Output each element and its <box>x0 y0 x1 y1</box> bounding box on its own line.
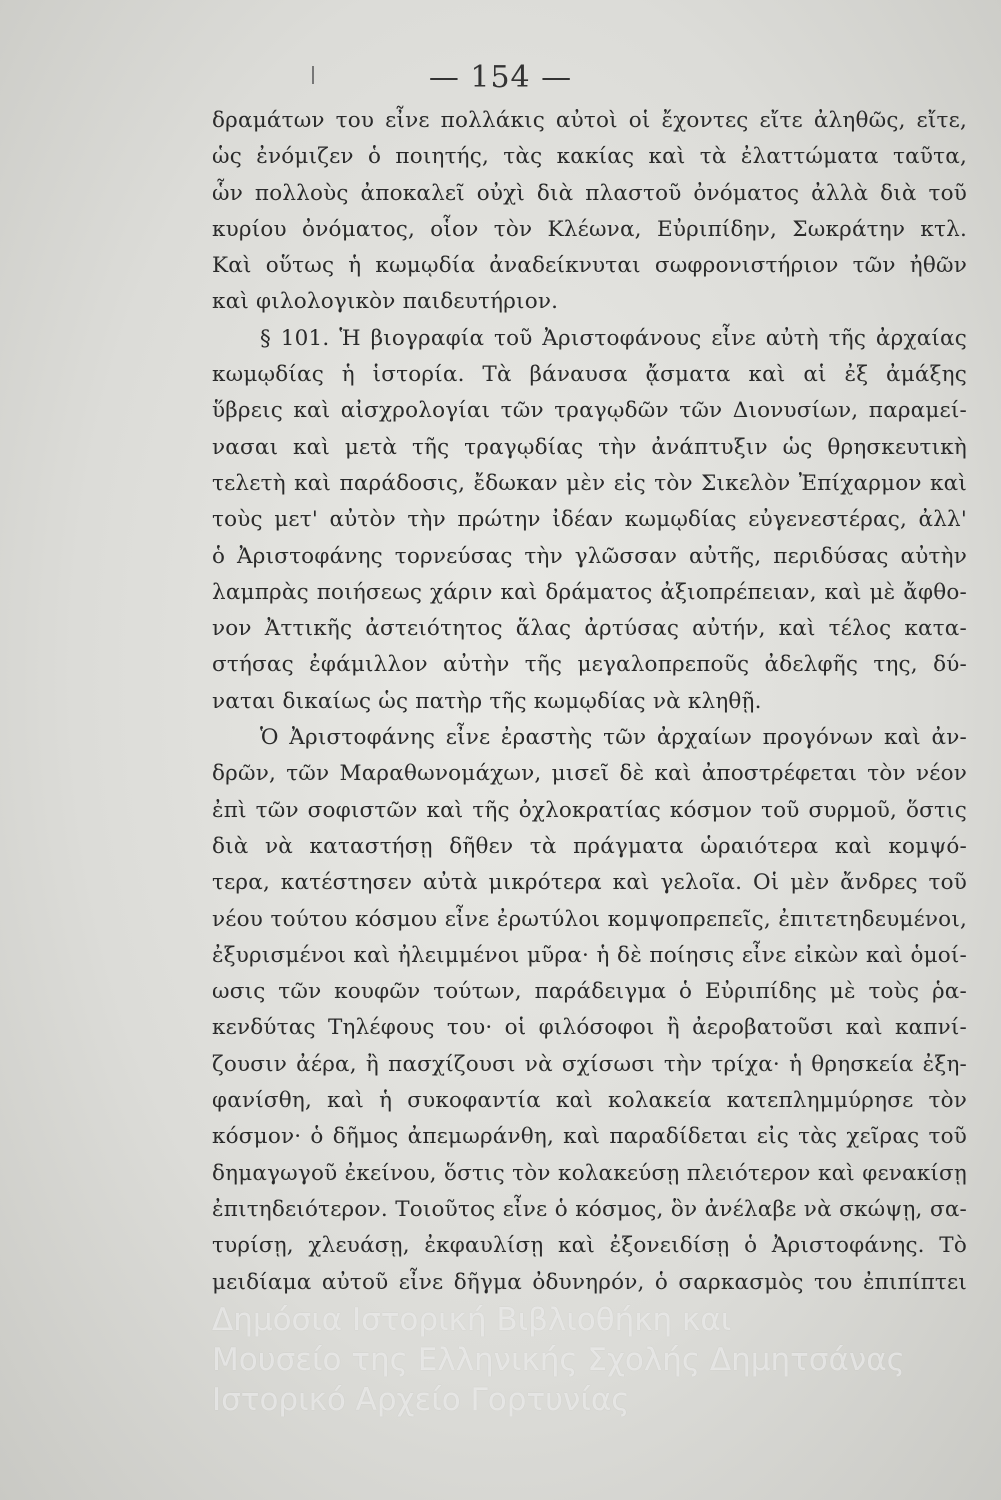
text-line: μειδίαμα αὐτοῦ εἶνε δῆγμα ὀδυνηρόν, ὁ σαρκασμὸς του ἐπιπίπτει <box>212 1269 967 1295</box>
body-text <box>212 103 967 1301</box>
text-line: ἐξυρισμένοι καὶ ἠλειμμένοι μῦρα· ἡ δὲ ποίησις εἶνε εἰκὼν καὶ ὁμοί- <box>212 942 967 968</box>
text-line: νον Ἀττικῆς ἀστειότητος ἅλας ἀρτύσας αὐτήν, καὶ τέλος κατα- <box>212 616 967 642</box>
text-line: ὕβρεις καὶ αἰσχρολογίαι τῶν τραγῳδῶν τῶν Διονυσίων, παραμεί- <box>212 398 967 424</box>
text-line: τελετὴ καὶ παράδοσις, ἔδωκαν μὲν εἰς τὸν Σικελὸν Ἐπίχαρμον καὶ <box>212 470 967 496</box>
page-number-header: — 154 — <box>428 60 573 95</box>
text-line: ἐπιτηδειότερον. Τοιοῦτος εἶνε ὁ κόσμος, ὃν ἀνέλαβε νὰ σκώψῃ, σα- <box>212 1196 967 1222</box>
text-line: τερα, κατέστησεν αὐτὰ μικρότερα καὶ γελοῖα. Οἱ μὲν ἄνδρες τοῦ <box>212 870 967 896</box>
text-line: ἐπὶ τῶν σοφιστῶν καὶ τῆς ὀχλοκρατίας κόσμον τοῦ συρμοῦ, ὅστις <box>212 797 967 823</box>
text-line: τυρίσῃ, χλευάσῃ, ἐκφαυλίσῃ καὶ ἐξονειδίσῃ ὁ Ἀριστοφάνης. Τὸ <box>212 1233 967 1259</box>
text-line: κόσμον· ὁ δῆμος ἀπεμωράνθη, καὶ παραδίδεται εἰς τὰς χεῖρας τοῦ <box>212 1124 967 1150</box>
text-line: ζουσιν ἀέρα, ἢ πασχίζουσι νὰ σχίσωσι τὴν τρίχα· ἡ θρησκεία ἐξη- <box>212 1051 967 1077</box>
text-line: διὰ νὰ καταστήσῃ δῆθεν τὰ πράγματα ὡραιότερα καὶ κομψό- <box>212 833 967 859</box>
text-line: κενδύτας Τηλέφους του· οἱ φιλόσοφοι ἢ ἀεροβατοῦσι καὶ καπνί- <box>212 1015 967 1041</box>
text-line: νασαι καὶ μετὰ τῆς τραγῳδίας τὴν ἀνάπτυξιν ὡς θρησκευτικὴ <box>212 434 967 460</box>
text-line: δραμάτων του εἶνε πολλάκις αὐτοὶ οἱ ἔχοντες εἴτε ἀληθῶς, εἴτε, <box>212 108 967 133</box>
watermark-line: Μουσείο της Ελληνικής Σχολής Δημητσάνας <box>212 1342 905 1378</box>
section-heading-line: § 101. Ἡ βιογραφία τοῦ Ἀριστοφάνους εἶνε αὐτὴ τῆς ἀρχαίας <box>260 325 967 351</box>
watermark-line: Ιστορικό Αρχείο Γορτυνίας <box>212 1382 630 1418</box>
text-line: δρῶν, τῶν Μαραθωνομάχων, μισεῖ δὲ καὶ ἀποστρέφεται τὸν νέον <box>212 761 967 787</box>
watermark-line: Δημόσια Ιστορική Βιβλιοθήκη και <box>212 1302 732 1338</box>
library-watermark <box>212 1300 972 1420</box>
text-line: ωσις τῶν κουφῶν τούτων, παράδειγμα ὁ Εὐριπίδης μὲ τοὺς ῥα- <box>212 979 967 1005</box>
text-line: ὁ Ἀριστοφάνης τορνεύσας τὴν γλῶσσαν αὐτῆς, περιδύσας αὐτὴν <box>212 543 967 569</box>
text-line: τοὺς μετ' αὐτὸν τὴν πρώτην ἰδέαν κωμῳδίας εὐγενεστέρας, ἀλλ' <box>212 507 967 533</box>
text-line: καὶ φιλολογικὸν παιδευτήριον. <box>212 289 559 315</box>
paragraph-start-line: Ὁ Ἀριστοφάνης εἶνε ἐραστὴς τῶν ἀρχαίων προγόνων καὶ ἀν- <box>260 725 967 751</box>
text-line: Καὶ οὕτως ἡ κωμῳδία ἀναδείκνυται σωφρονιστήριον τῶν ἠθῶν <box>212 253 967 279</box>
text-line: στήσας ἐφάμιλλον αὐτὴν τῆς μεγαλοπρεποῦς ἀδελφῆς της, δύ- <box>212 652 967 678</box>
text-line: ὡς ἐνόμιζεν ὁ ποιητής, τὰς κακίας καὶ τὰ ἐλαττώματα ταῦτα, <box>212 144 967 170</box>
text-line: λαμπρὰς ποιήσεως χάριν καὶ δράματος ἀξιοπρέπειαν, καὶ μὲ ἄφθο- <box>212 579 967 605</box>
text-line: δημαγωγοῦ ἐκείνου, ὅστις τὸν κολακεύσῃ πλειότερον καὶ φενακίσῃ <box>212 1160 967 1186</box>
text-line: κωμῳδίας ἡ ἱστορία. Τὰ βάναυσα ᾄσματα καὶ αἱ ἐξ ἀμάξης <box>212 362 967 388</box>
text-line: νέου τούτου κόσμου εἶνε ἐρωτύλοι κομψοπρεπεῖς, ἐπιτετηδευμένοι, <box>212 906 967 932</box>
text-line: ὧν πολλοὺς ἀποκαλεῖ οὐχὶ διὰ πλαστοῦ ὀνόματος ἀλλὰ διὰ τοῦ <box>212 180 967 206</box>
text-line: κυρίου ὀνόματος, οἷον τὸν Κλέωνα, Εὐριπίδην, Σωκράτην κτλ. <box>212 216 967 242</box>
text-line: φανίσθη, καὶ ἡ συκοφαντία καὶ κολακεία κατεπλημμύρησε τὸν <box>212 1088 967 1114</box>
text-line: ναται δικαίως ὡς πατὴρ τῆς κωμῳδίας νὰ κληθῇ. <box>212 688 762 714</box>
